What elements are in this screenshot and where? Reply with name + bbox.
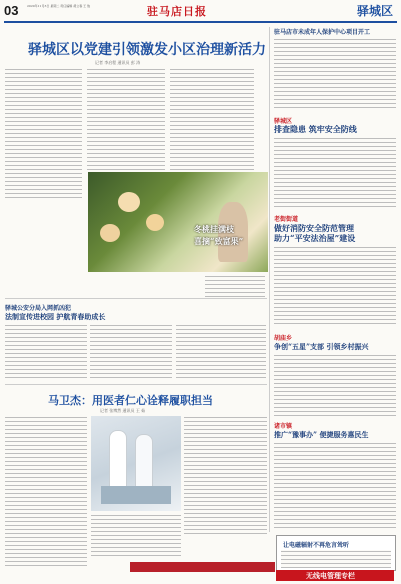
lead-byline: 记者 李启程 通讯员 彭 涛 bbox=[95, 60, 141, 65]
section-name: 驿城区 bbox=[356, 4, 393, 18]
story-text-col3 bbox=[184, 416, 267, 534]
side3-text bbox=[274, 246, 396, 326]
side2-text bbox=[274, 137, 396, 207]
side4-tag: 胡庙乡 bbox=[274, 335, 293, 342]
side1-headline: 驻马店市未成年人保护中心项目开工 bbox=[274, 29, 371, 36]
side3-tag: 老街街道 bbox=[274, 216, 299, 223]
doctor-photo bbox=[91, 416, 181, 511]
radio-ad-strip bbox=[130, 562, 275, 572]
photo-caption-text bbox=[205, 275, 265, 297]
section-rule bbox=[5, 384, 267, 385]
side3-headline: 做好消防安全防范管理 bbox=[274, 223, 354, 233]
story-text-col1 bbox=[5, 416, 87, 566]
peach-orchard-photo bbox=[88, 172, 268, 272]
mid-text-col1 bbox=[5, 324, 87, 380]
peach-fruit bbox=[118, 192, 140, 212]
photo-caption-line1: 冬桃挂满枝 bbox=[194, 224, 234, 234]
doctor-figure bbox=[109, 430, 127, 492]
mid-headline: 驿城公安分局入网抓凶犯 bbox=[5, 305, 72, 312]
banner-text bbox=[281, 550, 391, 568]
mid-headline-2: 法制宣传进校园 护航青春助成长 bbox=[5, 312, 106, 321]
side5-text bbox=[274, 442, 396, 530]
photo-caption-line2: 喜摘“致富果” bbox=[194, 236, 244, 246]
side5-headline: 推广“豫事办” 便捷服务惠民生 bbox=[274, 430, 369, 439]
side4-headline: 争创“五星”支部 引领乡村振兴 bbox=[274, 342, 369, 351]
header-rule bbox=[4, 21, 397, 23]
side2-headline: 排查隐患 筑牢安全防线 bbox=[274, 124, 357, 134]
lead-text-col1 bbox=[5, 68, 82, 198]
newspaper-logo: 驻马店日报 bbox=[147, 5, 207, 18]
ad-label: 无线电管理专栏 bbox=[306, 572, 355, 580]
column-divider bbox=[269, 27, 270, 532]
doctor-figure bbox=[135, 434, 153, 494]
story-text-col2 bbox=[91, 514, 181, 558]
ad-box bbox=[276, 570, 394, 581]
side1-text bbox=[274, 38, 396, 108]
radio-banner bbox=[276, 535, 396, 571]
issue-meta: 2020年11月3日 星期二 责任编辑 胡立春 王 俊 bbox=[27, 4, 91, 8]
peach-fruit bbox=[100, 224, 120, 242]
hospital-bed bbox=[101, 486, 171, 504]
side4-text bbox=[274, 354, 396, 416]
side3-headline-2: 助力“平安法治屋”建设 bbox=[274, 233, 356, 243]
lead-text-col2 bbox=[87, 68, 165, 172]
story-byline: 记者 张博然 通讯员 王 茹 bbox=[100, 408, 146, 413]
mid-text-col3 bbox=[176, 324, 266, 380]
page-number: 03 bbox=[4, 3, 19, 18]
section-rule bbox=[5, 298, 267, 299]
side5-tag: 诸市镇 bbox=[274, 423, 293, 430]
peach-fruit bbox=[146, 214, 164, 231]
banner-headline: 让电磁辐射不再危言耸听 bbox=[283, 542, 350, 549]
side2-tag: 驿城区 bbox=[274, 118, 293, 125]
mid-text-col2 bbox=[90, 324, 172, 380]
lead-headline: 驿城区以党建引领激发小区治理新活力 bbox=[28, 42, 266, 58]
masthead bbox=[0, 0, 401, 20]
lead-text-col3 bbox=[170, 68, 254, 172]
story-headline: 马卫杰：用医者仁心诠释履职担当 bbox=[48, 394, 213, 407]
